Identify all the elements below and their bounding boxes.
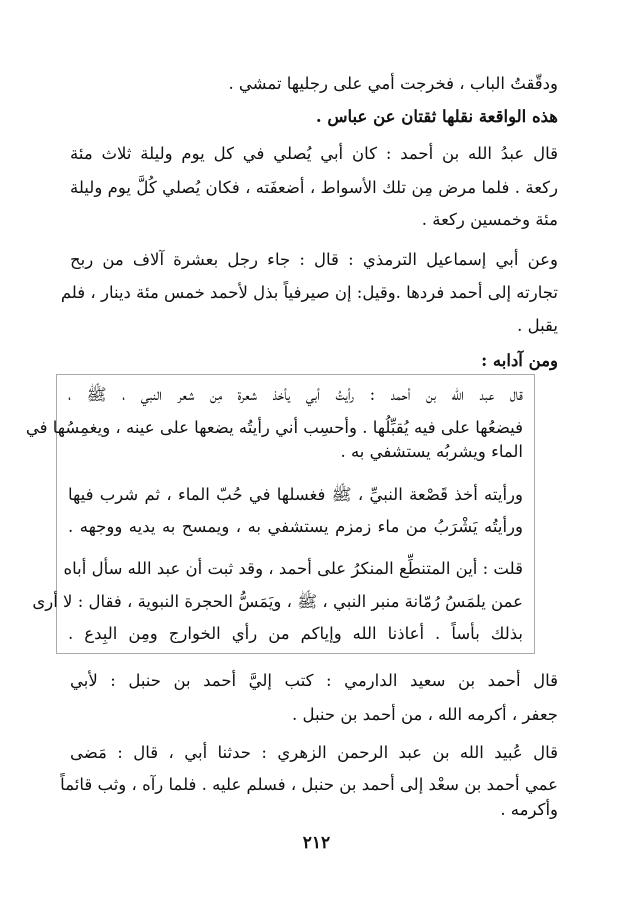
box-line: بذلك بأساً . أعاذنا الله وإياكم من رأي الخوارج ومِن البِدع .: [68, 624, 523, 643]
text-line: جعفر ، أكرمه الله ، من أحمد بن حنبل .: [291, 705, 558, 724]
box-line: الماء ويشربُه يستشفي به .: [340, 442, 523, 461]
box-line: ورأيته أخذ قَصْعة النبيِّ ، ﷺ فغسلها في حُبّ الماء ، ثم شرب فيها: [68, 485, 523, 504]
text-line: قال عبدُ الله بن أحمد : كان أبي يُصلي في كل يوم وليلة ثلاث مئة: [70, 144, 558, 163]
text-line: ركعة . فلما مرض مِن تلك الأسواط ، أضعفَته ، فكان يُصلي كُلَّ يوم وليلة: [70, 178, 558, 197]
text-line: وعن أبي إسماعيل الترمذي : قال : جاء رجل بعشرة آلاف من ربح: [70, 250, 558, 269]
text-line: تجارته إلى أحمد فردها .وقيل: إن صيرفياً بذل لأحمد خمس مئة دينار ، فلم: [60, 283, 558, 302]
box-line: قلت : أين المتنطِّع المنكرُ على أحمد ، وقد ثبت أن عبد الله سأل أباه: [63, 559, 523, 578]
box-line: عمن يلمَسُ رُمّانة منبر النبي ، ﷺ ، ويَمَسُّ الحجرة النبوية ، فقال : لا أرى: [32, 592, 523, 611]
page-number: ٢١٢: [302, 833, 331, 853]
text-line: وأكرمه .: [500, 800, 558, 819]
box-line: ورأيتُه يَشْرَبُ من ماء زمزم يستشفي به ، ويمسح به يديه ووجهه .: [68, 517, 523, 536]
text-line: قال أحمد بن سعيد الدارمي : كتب إليَّ أحمد بن حنبل : لأبي: [70, 671, 558, 690]
text-line: قال عُبيد الله بن عبد الرحمن الزهري : حدثنا أبي ، قال : مَضى: [70, 743, 558, 762]
box-line: قال عبد الله بن أحمد : رأيتُ أبي يأخذ شعرة مِن شعر النبي ، ﷺ ،: [68, 385, 523, 404]
box-line: فيضعُها على فيه يُقبِّلُها . وأحسِب أني رأيتُه يضعها على عينه ، ويغمِسُها في: [25, 418, 523, 437]
text-line: مئة وخمسين ركعة .: [421, 210, 558, 229]
section-heading: ومن آدابه :: [481, 351, 558, 370]
text-line: يقبل .: [517, 316, 558, 335]
text-line: عمي أحمد بن سعْد إلى أحمد بن حنبل ، فسلم عليه . فلما رآه ، وثب قائماً: [60, 775, 558, 794]
text-line: هذه الواقعة نقلها ثقتان عن عباس .: [315, 107, 558, 126]
text-line: ودقّقتُ الباب ، فخرجت أمي على رجليها تمشي .: [228, 74, 558, 93]
quotation-box: [25, 374, 535, 654]
